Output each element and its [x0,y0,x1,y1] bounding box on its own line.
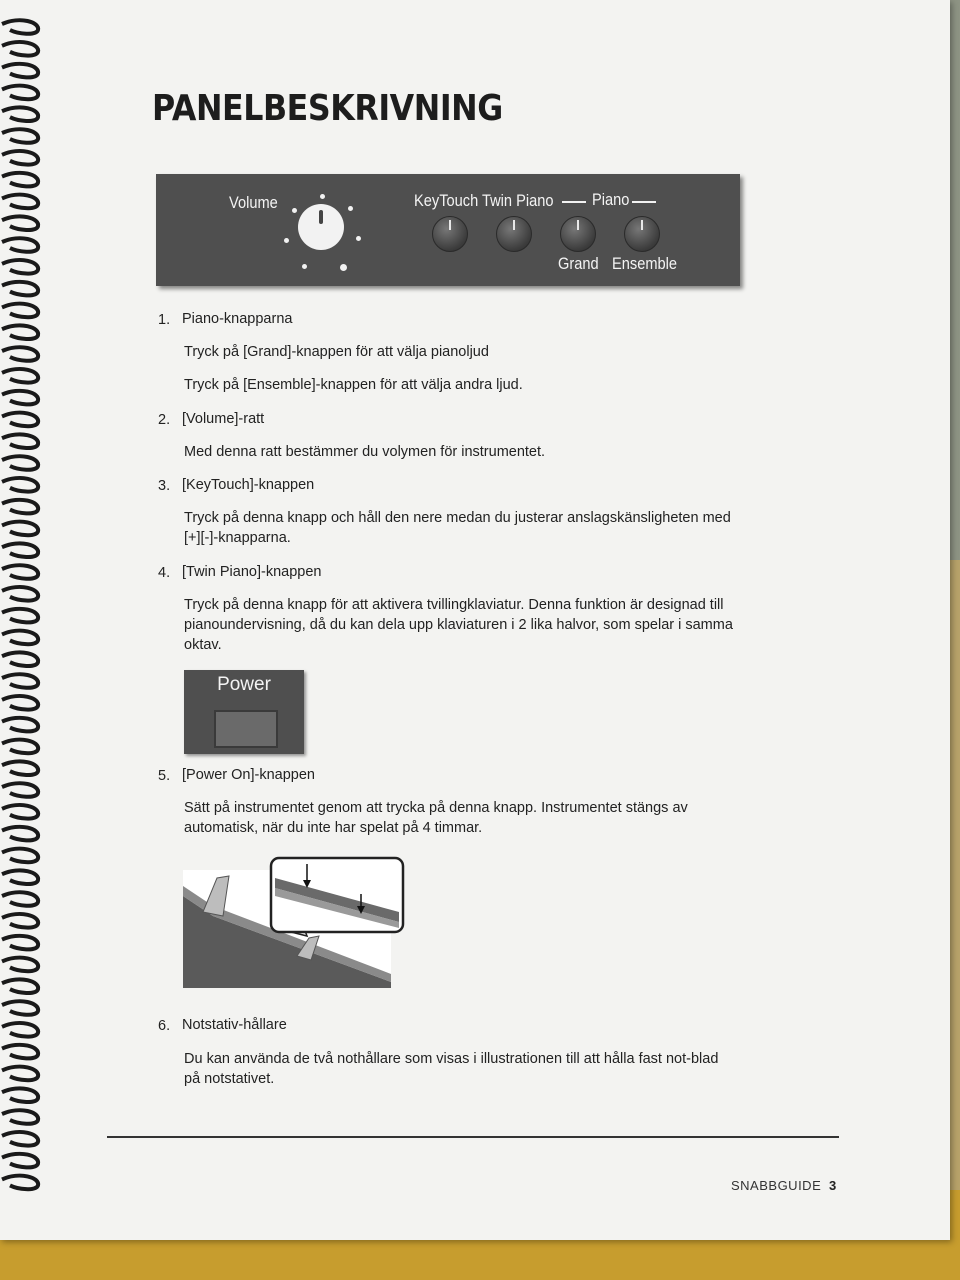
spiral-loop [2,282,38,296]
twinpiano-label: Twin Piano [482,191,554,210]
spiral-loop [2,456,38,470]
item-number: 6. [158,1018,171,1034]
spiral-loop [2,391,38,405]
keytouch-button [432,216,468,252]
spiral-loop [2,1001,38,1015]
spiral-loop [2,1154,38,1168]
spiral-loop [2,413,38,427]
music-rest-illustration [183,856,407,990]
grand-button [560,216,596,252]
spiral-loop [2,195,38,209]
item-body: Sätt på instrumentet genom att trycka på denna knapp. Instrumentet stängs av automatisk, när du inte har spelat på 4 timmar. [184,800,688,836]
item-body: Tryck på denna knapp och håll den nere medan du justerar anslagskänsligheten med [+][-]-knapparna. [184,510,731,546]
spiral-loop [2,1132,38,1146]
power-button-illustration [184,670,304,754]
volume-label: Volume [229,193,278,212]
spiral-loop [2,347,38,361]
spiral-loop [2,696,38,710]
ensemble-button [624,216,660,252]
spiral-loop [2,587,38,601]
item-number: 5. [158,768,171,784]
spiral-loop [2,216,38,230]
spiral-loop [2,631,38,645]
spiral-loop [2,325,38,339]
spiral-loop [2,1045,38,1059]
spiral-loop [2,543,38,557]
ensemble-label: Ensemble [612,254,678,273]
spiral-loop [2,107,38,121]
volume-scale-dot [292,208,297,213]
item-body: Med denna ratt bestämmer du volymen för instrumentet. [184,444,546,460]
spiral-loop [2,805,38,819]
spiral-loop [2,151,38,165]
spiral-loop [2,958,38,972]
spiral-loop [2,1110,38,1124]
footer-rule [107,1136,839,1138]
item-body: Tryck på denna knapp för att aktivera tvillingklaviatur. Denna funktion är designad till pianoundervisning, då du kan dela upp klaviaturen i 2 lika halvor, som spelar i samma oktav. [184,597,733,653]
item-number: 2. [158,412,171,428]
volume-scale-dot [340,264,347,271]
spiral-loop [2,260,38,274]
item-heading: Piano-knapparna [182,311,293,327]
volume-scale-dot [348,206,353,211]
piano-group-line [562,201,586,203]
spiral-loop [2,1067,38,1081]
item-number: 4. [158,565,171,581]
spiral-loop [2,478,38,492]
spiral-loop [2,238,38,252]
spiral-loop [2,783,38,797]
footer-label: SNABBGUIDE [731,1178,822,1193]
spiral-loop [2,565,38,579]
piano-group-line [632,201,656,203]
spiral-loop [2,849,38,863]
volume-scale-dot [320,194,325,199]
spiral-loop [2,936,38,950]
item-number: 1. [158,312,171,328]
control-panel-illustration [156,174,740,286]
spiral-loop [2,1088,38,1102]
spiral-loop [2,761,38,775]
keytouch-label: KeyTouch [414,191,479,210]
spiral-loop [2,870,38,884]
page-title: PANELBESKRIVNING [152,88,503,129]
spiral-loop [2,1176,38,1190]
item-heading: Notstativ-hållare [182,1017,287,1033]
item-heading: [Volume]-ratt [182,411,265,427]
volume-scale-dot [302,264,307,269]
spiral-loop [2,892,38,906]
item-number: 3. [158,478,171,494]
page-number: 3 [829,1178,837,1193]
spiral-loop [2,979,38,993]
volume-scale-dot [284,238,289,243]
spiral-loop [2,718,38,732]
spiral-loop [2,304,38,318]
spiral-loop [2,914,38,928]
grand-label: Grand [558,254,599,273]
item-heading: [KeyTouch]-knappen [182,477,315,493]
spiral-loop [2,827,38,841]
volume-knob [298,204,344,250]
item-body: Du kan använda de två nothållare som visas i illustrationen till att hålla fast not-blad på notstativet. [184,1051,719,1087]
spiral-binding [0,14,46,1214]
spiral-loop [2,42,38,56]
item-body: Tryck på [Grand]-knappen för att välja pianoljud [184,344,489,360]
spiral-loop [2,129,38,143]
item-heading: [Power On]-knappen [182,767,315,783]
spiral-loop [2,609,38,623]
spiral-loop [2,434,38,448]
power-label: Power [217,674,271,695]
spiral-loop [2,652,38,666]
spiral-loop [2,1023,38,1037]
spiral-loop [2,64,38,78]
piano-group-label: Piano [592,190,630,209]
spiral-loop [2,500,38,514]
twinpiano-button [496,216,532,252]
item-body: Tryck på [Ensemble]-knappen för att välja andra ljud. [184,377,523,393]
spiral-loop [2,740,38,754]
spiral-loop [2,369,38,383]
spiral-loop [2,522,38,536]
spiral-loop [2,20,38,34]
volume-scale-dot [356,236,361,241]
spiral-loop [2,674,38,688]
power-button-graphic [214,710,278,748]
spiral-loop [2,173,38,187]
item-heading: [Twin Piano]-knappen [182,564,322,580]
spiral-loop [2,86,38,100]
